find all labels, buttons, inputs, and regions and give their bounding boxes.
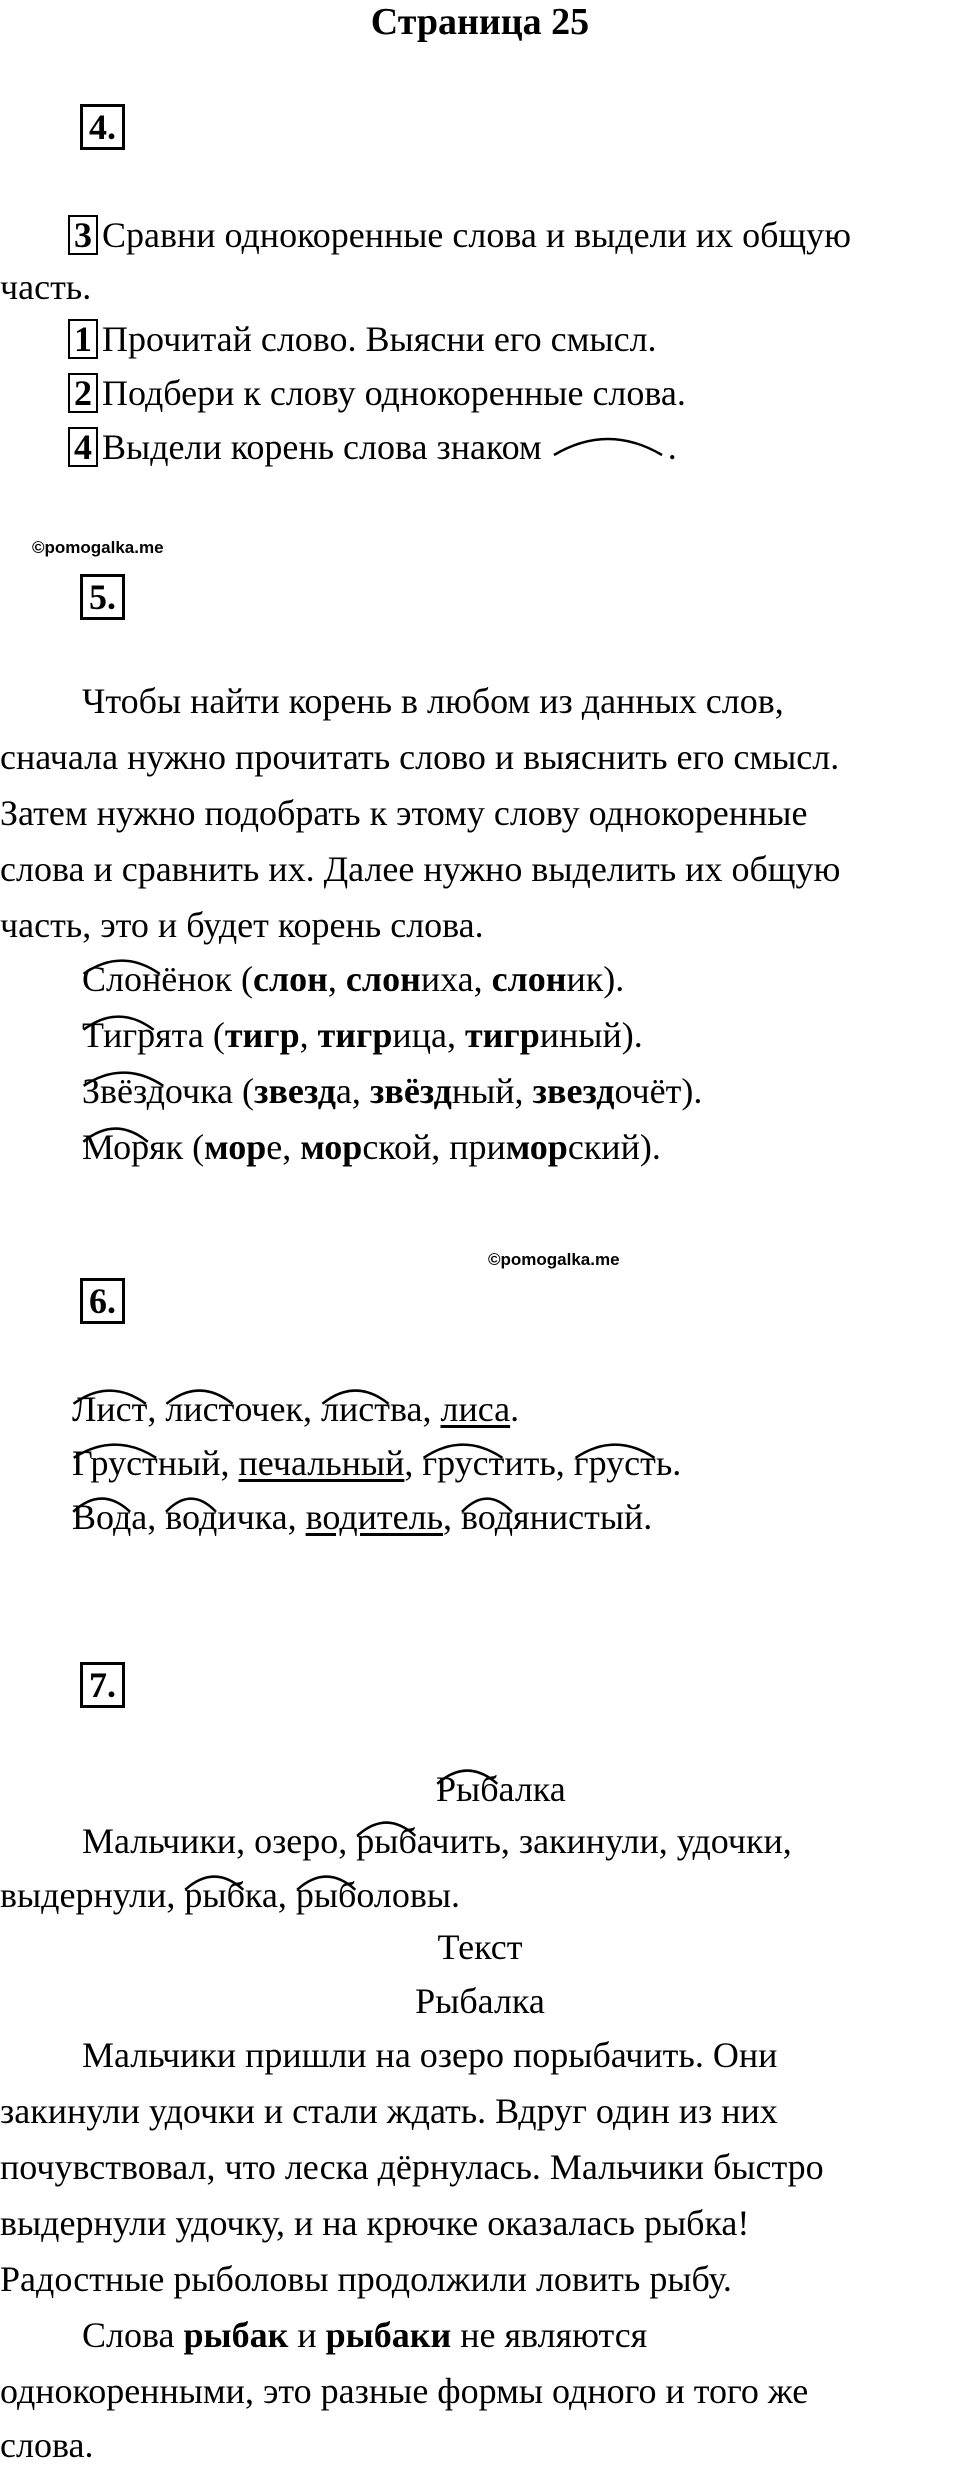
task-5-row: Моряк (море, морской, приморский). (82, 1127, 661, 1167)
note-line: однокоренными, это разные формы одного и того же (0, 2371, 809, 2411)
root-arc: вод (165, 1497, 218, 1537)
story-line: почувствовал, что леска дёрнулась. Мальчики быстро (0, 2147, 824, 2187)
root-arc: рыб (295, 1875, 357, 1915)
task-4-step: 2 Подбери к слову однокоренные слова. (68, 372, 686, 414)
task-4-number: 4. (80, 104, 125, 150)
root-arc: рыб (356, 1821, 417, 1861)
task-5-para-line: Затем нужно подобрать к этому слову однокоренные (0, 793, 808, 833)
task-4-step: 1 Прочитай слово. Выясни его смысл. (68, 318, 657, 360)
root-arc: Груст (72, 1443, 158, 1483)
text-label: Текст (437, 1927, 523, 1967)
task-7-words-line: Мальчики, озеро, рыбачить, закинули, удочки, (82, 1821, 792, 1861)
story-line: Радостные рыболовы продолжили ловить рыбу. (0, 2259, 732, 2299)
root-arc: груст (422, 1443, 505, 1483)
task-7-title: Рыбалка (436, 1769, 566, 1809)
root-arc-icon (548, 426, 668, 456)
root-arc: лист (165, 1389, 235, 1429)
story-line: закинули удочки и стали ждать. Вдруг один из них (0, 2091, 778, 2131)
page-title: Страница 25 (370, 1, 590, 43)
task-5-para-line: сначала нужно прочитать слово и выяснить его смысл. (0, 737, 840, 777)
root-arc: вод (461, 1497, 514, 1537)
task-4-step: 4 Выдели корень слова знаком . (68, 426, 677, 468)
story-line: Мальчики пришли на озеро порыбачить. Они (82, 2035, 778, 2075)
root-arc: груст (573, 1443, 656, 1483)
task-5-para-line: Чтобы найти корень в любом из данных слов, (82, 681, 784, 721)
task-5-row: Слонёнок (слон, слониха, слоник). (82, 959, 625, 999)
story-title: Рыбалка (415, 1981, 545, 2021)
task-4-step: 3 Сравни однокоренные слова и выдели их общую (68, 214, 851, 256)
task-5-para-line: слова и сравнить их. Далее нужно выделить их общую (0, 849, 841, 889)
note-line: слова. (0, 2425, 94, 2465)
root-arc: рыб (184, 1875, 245, 1915)
task-7-words-line: выдернули, рыбка, рыболовы. (0, 1875, 461, 1915)
root-arc: лист (321, 1389, 390, 1429)
task-5-para-line: часть, это и будет корень слова. (0, 905, 484, 945)
story-line: выдернули удочку, и на крючке оказалась рыбка! (0, 2203, 750, 2243)
task-6-row: Лист, листочек, листва, лиса. (72, 1389, 520, 1429)
root-arc: Вод (72, 1497, 132, 1537)
watermark: ©pomogalka.me (32, 538, 164, 557)
task-5-number: 5. (80, 574, 125, 620)
task-5-row: Тигрята (тигр, тигрица, тигриный). (82, 1015, 643, 1055)
task-5-row: Звёздочка (звезда, звёздный, звездочёт). (82, 1071, 703, 1111)
task-4-step-cont: часть. (0, 267, 92, 307)
task-6-row: Вода, водичка, водитель, водянистый. (72, 1497, 653, 1537)
task-6-number: 6. (80, 1278, 125, 1324)
watermark: ©pomogalka.me (488, 1250, 620, 1269)
note-line: Слова рыбак и рыбаки не являются (82, 2315, 648, 2355)
task-6-row: Грустный, печальный, грустить, грусть. (72, 1443, 682, 1483)
root-arc: Лист (72, 1389, 148, 1429)
task-7-number: 7. (80, 1662, 125, 1708)
